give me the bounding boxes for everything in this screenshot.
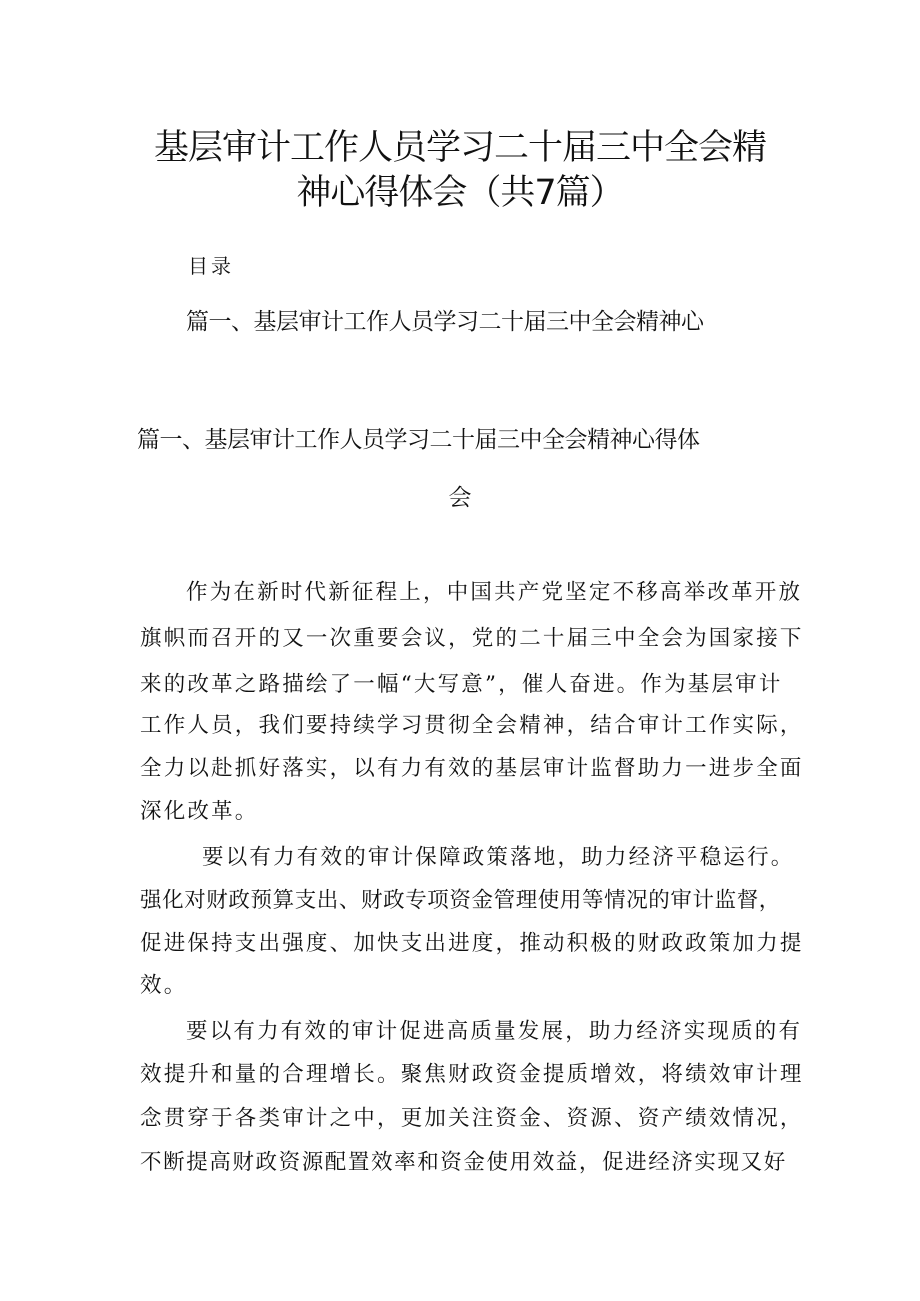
paragraph-1-line-1: 作为在新时代新征程上，中国共产党坚定不移高举改革开放: [186, 580, 803, 605]
paragraph-2-line-4: 效。: [140, 973, 188, 998]
paragraph-3-line-3: 念贯穿于各类审计之中，更加关注资金、资源、资产绩效情况，: [140, 1106, 804, 1131]
paragraph-3-line-1: 要以有力有效的审计促进高质量发展，助力经济实现质的有: [186, 1019, 803, 1044]
paragraph-1-line-4: 工作人员，我们要持续学习贯彻全会精神，结合审计工作实际，: [140, 713, 804, 738]
chapter-title-line-1: 篇一、基层审计工作人员学习二十届三中全会精神心得体: [137, 427, 700, 453]
toc-item-1[interactable]: 篇一、基层审计工作人员学习二十届三中全会精神心: [186, 309, 704, 335]
paragraph-2-line-3: 促进保持支出强度、加快支出进度，推动积极的财政政策加力提: [140, 931, 804, 956]
paragraph-2-line-1: 要以有力有效的审计保障政策落地，助力经济平稳运行。: [202, 845, 795, 870]
paragraph-1-line-6: 深化改革。: [140, 799, 259, 824]
toc-label: 目录: [188, 254, 234, 278]
document-title-line-1: 基层审计工作人员学习二十届三中全会精: [153, 128, 766, 168]
paragraph-2-line-2: 强化对财政预算支出、财政专项资金管理使用等情况的审计监督，: [140, 888, 781, 913]
paragraph-3-line-2: 效提升和量的合理增长。聚焦财政资金提质增效，将绩效审计理: [140, 1062, 804, 1087]
paragraph-1-line-2: 旗帜而召开的又一次重要会议，党的二十届三中全会为国家接下: [140, 626, 804, 651]
paragraph-3-line-4: 不断提高财政资源配置效率和资金使用效益，促进经济实现又好: [140, 1150, 787, 1175]
paragraph-1-line-3: 来的改革之路描绘了一幅“大写意”，催人奋进。作为基层审计: [140, 672, 783, 697]
document-title-line-2: 神心得体会（共7篇）: [296, 173, 624, 213]
paragraph-1-line-5: 全力以赴抓好落实，以有力有效的基层审计监督助力一进步全面: [140, 756, 804, 781]
chapter-title-line-2: 会: [448, 485, 472, 511]
